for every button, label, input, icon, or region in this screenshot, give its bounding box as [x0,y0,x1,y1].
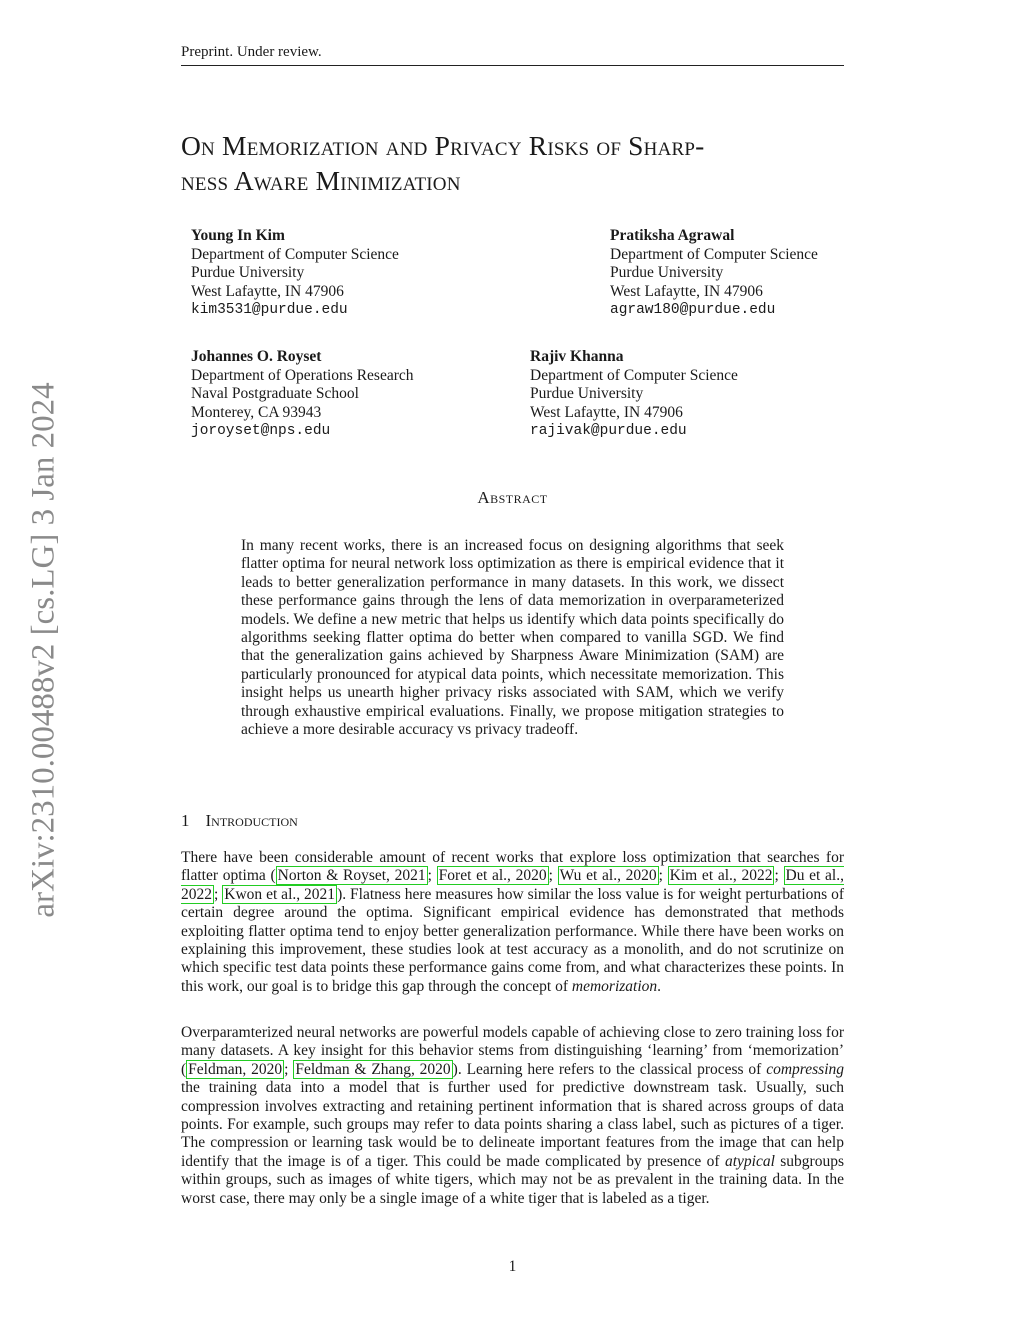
section-heading [181,811,298,831]
title-line-2: ness Aware Minimization [181,165,461,196]
author-block [610,227,818,320]
title-line-1: On Memorization and Privacy Risks of Sharp- [181,130,705,161]
citation-separator: ; [284,1060,294,1078]
author-location: West Lafaytte, IN 47906 [191,282,344,300]
paragraph-text: ). Learning here refers to the classical process of [452,1060,767,1078]
author-name: Pratiksha Agrawal [610,227,735,244]
intro-paragraph-1 [181,849,844,996]
citation-link[interactable]: Feldman & Zhang, 2020 [295,1060,451,1078]
author-block [191,227,399,320]
author-institution: Purdue University [191,264,305,281]
emphasis-text: memorization [571,977,658,995]
author-department: Department of Computer Science [610,245,818,263]
author-department: Department of Computer Science [530,366,738,384]
citation-separator: ; [427,867,437,885]
author-department: Department of Operations Research [191,366,414,384]
citation-link[interactable]: Kwon et al., 2021 [224,885,336,903]
author-institution: Naval Postgraduate School [191,385,359,402]
author-name: Johannes O. Royset [191,348,322,365]
abstract-text: In many recent works, there is an increased focus on designing algorithms that seek flatter optima for neural network loss optimization as there is empirical evidence that it leads to better generalization performance in many datasets. In this work, we dissect these performance gains through the lens of data memorization in overparameterized models. We define a new metric that helps us identify which data points specifically do algorithms seeking flatter optima do better when compared to vanilla SGD. We find that the generalization gains achieved by Sharpness Aware Minimization (SAM) are particularly pronounced for atypical data points, which necessitate memorization. This insight helps us unearth higher privacy risks associated with SAM, which we verify through exhaustive empirical evaluations. Finally, we propose mitigation strategies to achieve a more desirable accuracy vs privacy tradeoff. [241,537,784,739]
emphasis-text: atypical [724,1152,775,1170]
citation-link[interactable]: Du et al., 2022 [181,867,844,903]
author-block [530,348,738,441]
abstract-heading: Abstract [477,488,548,507]
citation-link[interactable]: Norton & Royset, 2021 [277,867,426,885]
paragraph-text: Overparamterized neural networks are powerful models capable of achieving close to zero training loss for many datasets. A key insight for this behavior stems from distinguishing ‘learning’ from ‘memorization’ ( [181,1024,844,1078]
paragraph-text: subgroups within groups, such as images of white tigers, which may not be as prevalent in the training data. In the worst case, there may only be a single image of a white tiger that is labeled as a tiger. [181,1152,844,1207]
author-email[interactable]: agraw180@purdue.edu [610,302,776,318]
paragraph-text: . [657,977,662,995]
citation-link[interactable]: Feldman, 2020 [188,1060,283,1078]
author-name: Young In Kim [191,227,285,244]
page-number: 1 [508,1258,517,1275]
citation-link[interactable]: Foret et al., 2020 [438,867,547,885]
author-location: West Lafaytte, IN 47906 [610,282,763,300]
citation-separator: ; [658,867,668,885]
author-email[interactable]: joroyset@nps.edu [191,423,331,439]
citation-link[interactable]: Kim et al., 2022 [669,867,773,885]
section-title: Introduction [205,811,298,830]
author-email[interactable]: kim3531@purdue.edu [191,302,348,318]
paper-title [181,128,861,198]
emphasis-text: compressing [766,1060,844,1078]
author-department: Department of Computer Science [191,245,399,263]
header-rule [181,65,844,66]
arxiv-side-stamp [22,370,66,930]
citation-link[interactable]: Wu et al., 2020 [559,867,657,885]
paragraph-text: ). Flatness here measures how similar the loss value is for weight perturbations of certain degree around the optima. Significant empirical evidence has demonstrated that methods exploiting flatter optima tend to enjoy better generalization performance. While there have been works on explaining this improvement, these studies look at test accuracy as a monolith, and do not scrutinize on which specific test data points these performance gains come from, and what characterizes these points. In this work, our goal is to bridge this gap through the concept of [181,885,845,995]
intro-paragraph-2 [181,1024,844,1208]
author-block [191,348,414,441]
paragraph-text: There have been considerable amount of recent works that explore loss optimization that searches for flatter optima ( [181,849,844,885]
arxiv-identifier: arXiv:2310.00488v2 [cs.LG] 3 Jan 2024 [25,382,62,918]
running-header: Preprint. Under review. [181,44,322,60]
paragraph-text: the training data into a model that is further used for predictive downstream task. Usually, such compression involves extracting and retaining pertinent information that is shared across groups of data points. For example, such groups may refer to data points sharing a class label, such as pictures of a tiger. The compression or learning task would be to delineate important features from the image that can help identify that the image is of a tiger. This could be made complicated by presence of [181,1079,844,1170]
citation-separator: ; [548,867,558,885]
citation-separator: ; [214,885,223,903]
author-location: West Lafaytte, IN 47906 [530,403,683,421]
author-name: Rajiv Khanna [530,348,624,365]
section-number: 1 [181,811,190,830]
citation-separator: ; [774,867,784,885]
author-institution: Purdue University [530,385,644,402]
author-location: Monterey, CA 93943 [191,403,322,421]
author-email[interactable]: rajivak@purdue.edu [530,423,687,439]
author-institution: Purdue University [610,264,724,281]
